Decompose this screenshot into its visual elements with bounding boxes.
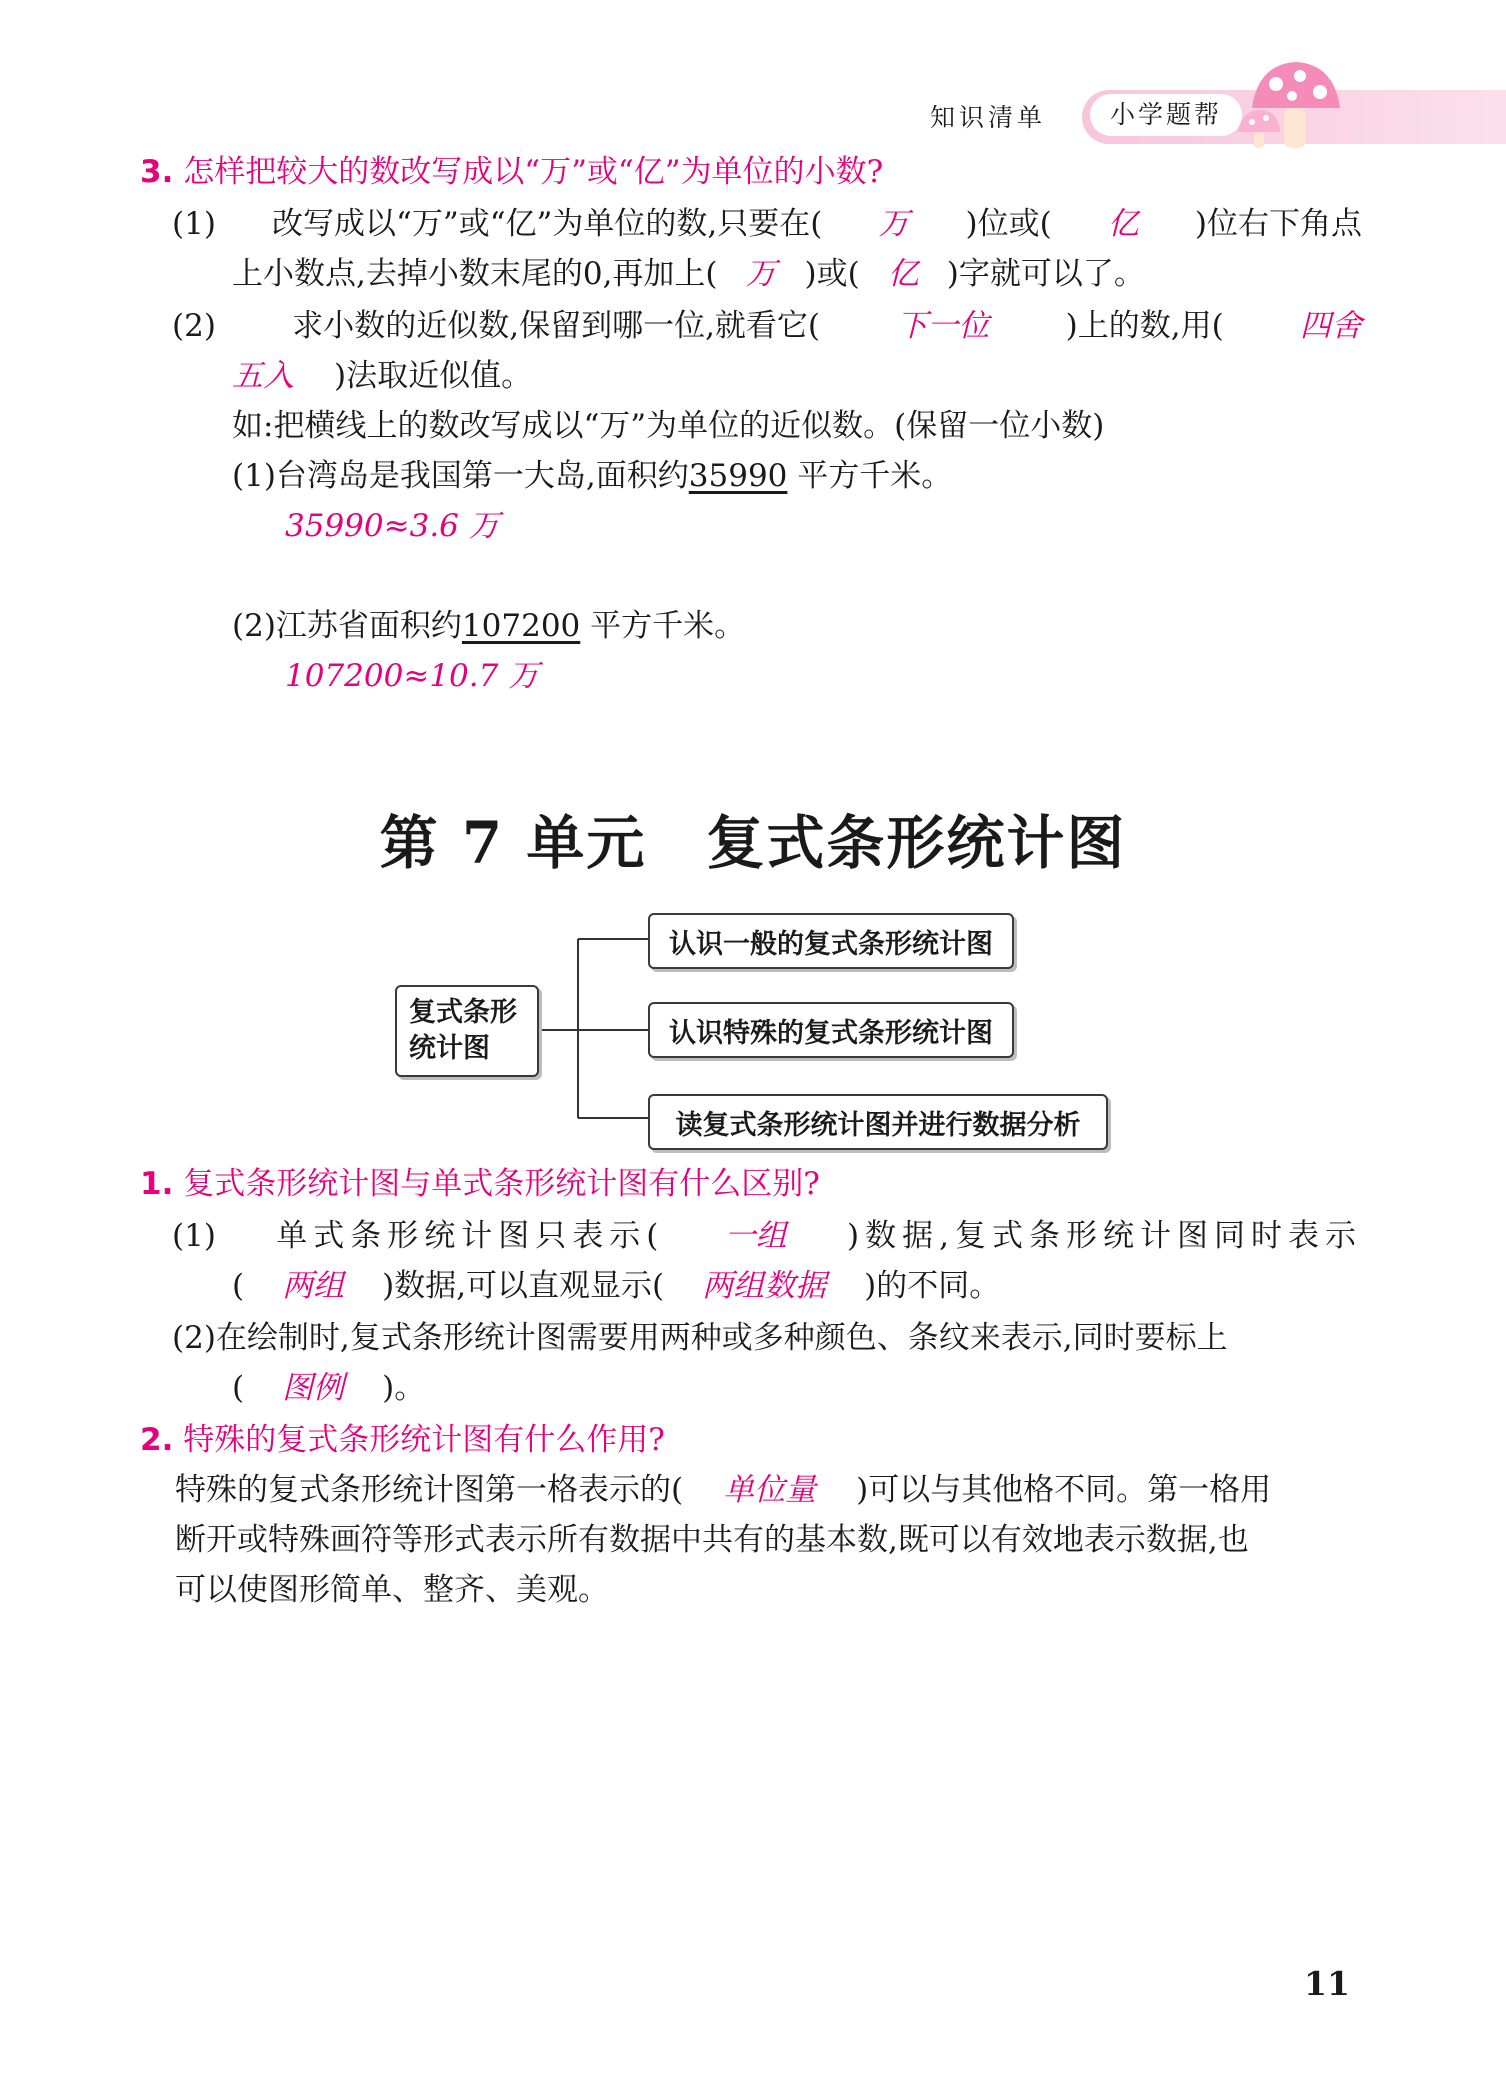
u1-title [140,1164,820,1204]
q3-p1-text-c: )位右下角点 [1194,206,1362,242]
u1-p1-line2 [232,1266,1000,1306]
u2-title-text: 特殊的复式条形统计图有什么作用? [183,1422,665,1458]
u1-p2-text-c: )。 [382,1370,426,1406]
q3-ex2-number: 107200 [461,608,581,644]
q3-p2-answer-2a: 四舍 [1299,308,1362,344]
q3-p2-answer-1: 下一位 [896,308,990,344]
q3-p2-line1 [172,306,1362,346]
u1-p1-answer-2: 两组 [282,1268,345,1304]
q3-p2-line2 [232,356,532,396]
q3-p1-answer-3: 万 [745,256,777,292]
q3-ex1-text-a: 台湾岛是我国第一大岛,面积约 [275,458,689,494]
q3-title [140,152,883,192]
q3-p1-text-b: )位或( [965,206,1052,242]
mushroom-icon [1238,54,1348,154]
q3-ex1-answer: 35990≈3.6 万 [285,508,500,544]
u2-answer: 单位量 [723,1472,817,1508]
section-label: 知识清单 [930,103,1047,132]
u2-number: 2. [140,1422,174,1458]
q3-ex1-text-b: 平方千米。 [797,458,953,494]
q3-p1-text-a: 改写成以“万”或“亿”为单位的数,只要在( [272,206,823,242]
u1-p2-line2 [232,1368,425,1408]
u1-p1-answer-1: 一组 [724,1218,787,1254]
q3-example-intro: 如:把横线上的数改写成以“万”为单位的近似数。(保留一位小数) [232,408,1105,444]
q3-example-1 [232,456,952,496]
q3-title-text: 怎样把较大的数改写成以“万”或“亿”为单位的小数? [183,154,884,190]
u1-title-text: 复式条形统计图与单式条形统计图有什么区别? [183,1166,820,1202]
q3-p1-answer-1: 万 [878,206,910,242]
u1-p1-text-e: )的不同。 [864,1268,1001,1304]
mindmap-root-line1: 复式条形 [409,997,517,1028]
u1-p2-label: (2) [172,1320,216,1356]
u1-p1-answer-3: 两组数据 [702,1268,827,1304]
q3-p1-line2 [232,254,1145,294]
u1-p1-line1 [172,1216,1362,1256]
u1-number: 1. [140,1166,174,1202]
q3-p2-text-b: )上的数,用( [1065,308,1224,344]
mindmap-branch-3: 读复式条形统计图并进行数据分析 [648,1094,1108,1150]
q3-p1-answer-2: 亿 [1107,206,1139,242]
mindmap-root [395,985,539,1077]
q3-ex2-text-a: 江苏省面积约 [275,608,462,644]
mindmap-branch-2: 认识特殊的复式条形统计图 [648,1002,1014,1058]
u2-line2: 断开或特殊画符等形式表示所有数据中共有的基本数,既可以有效地表示数据,也 [175,1522,1249,1558]
page-number: 11 [1304,1964,1350,2003]
unit-title: 第 7 单元 复式条形统计图 [379,809,1127,877]
u1-p2-line1 [172,1318,1228,1358]
q3-p2-label: (2) [172,308,216,344]
q3-p1-text-d: 上小数点,去掉小数末尾的0,再加上( [232,256,718,292]
u1-p1-text-c: ( [232,1268,245,1304]
mindmap-branch-1: 认识一般的复式条形统计图 [648,913,1014,969]
u2-line3: 可以使图形简单、整齐、美观。 [175,1572,609,1608]
u1-p2-text-a: 在绘制时,复式条形统计图需要用两种或多种颜色、条纹来表示,同时要标上 [215,1320,1228,1356]
q3-p1-text-f: )字就可以了。 [946,256,1145,292]
q3-example-2 [232,606,745,646]
q3-ex2-label: (2) [232,608,276,644]
q3-p2-text-a: 求小数的近似数,保留到哪一位,就看它( [292,308,821,344]
q3-p1-answer-4: 亿 [887,256,919,292]
brand-tag: 小学题帮 [1090,94,1242,136]
u1-p1-label: (1) [172,1218,216,1254]
u1-p2-answer: 图例 [282,1370,345,1406]
q3-ex2-text-b: 平方千米。 [590,608,746,644]
q3-p1-label: (1) [172,206,216,242]
mindmap-connectors [530,930,660,1120]
u1-p1-text-b: )数据,复式条形统计图同时表示 [847,1218,1362,1254]
mindmap-root-line2: 统计图 [409,1033,490,1064]
u1-p2-text-b: ( [232,1370,245,1406]
q3-number: 3. [140,154,174,190]
q3-p1-line1 [172,204,1362,244]
q3-ex2-answer: 107200≈10.7 万 [285,658,540,694]
q3-p2-text-c: )法取近似值。 [334,358,533,394]
q3-p2-answer-2b: 五入 [232,358,294,394]
u2-title [140,1420,665,1460]
q3-ex1-label: (1) [232,458,276,494]
u2-text-b: )可以与其他格不同。第一格用 [856,1472,1272,1508]
q3-ex1-number: 35990 [688,458,788,494]
q3-p1-text-e: )或( [804,256,860,292]
u2-text-a: 特殊的复式条形统计图第一格表示的( [175,1472,684,1508]
u1-p1-text-d: )数据,可以直观显示( [382,1268,665,1304]
u2-line1 [175,1470,1271,1510]
u1-p1-text-a: 单式条形统计图只表示( [276,1218,665,1254]
